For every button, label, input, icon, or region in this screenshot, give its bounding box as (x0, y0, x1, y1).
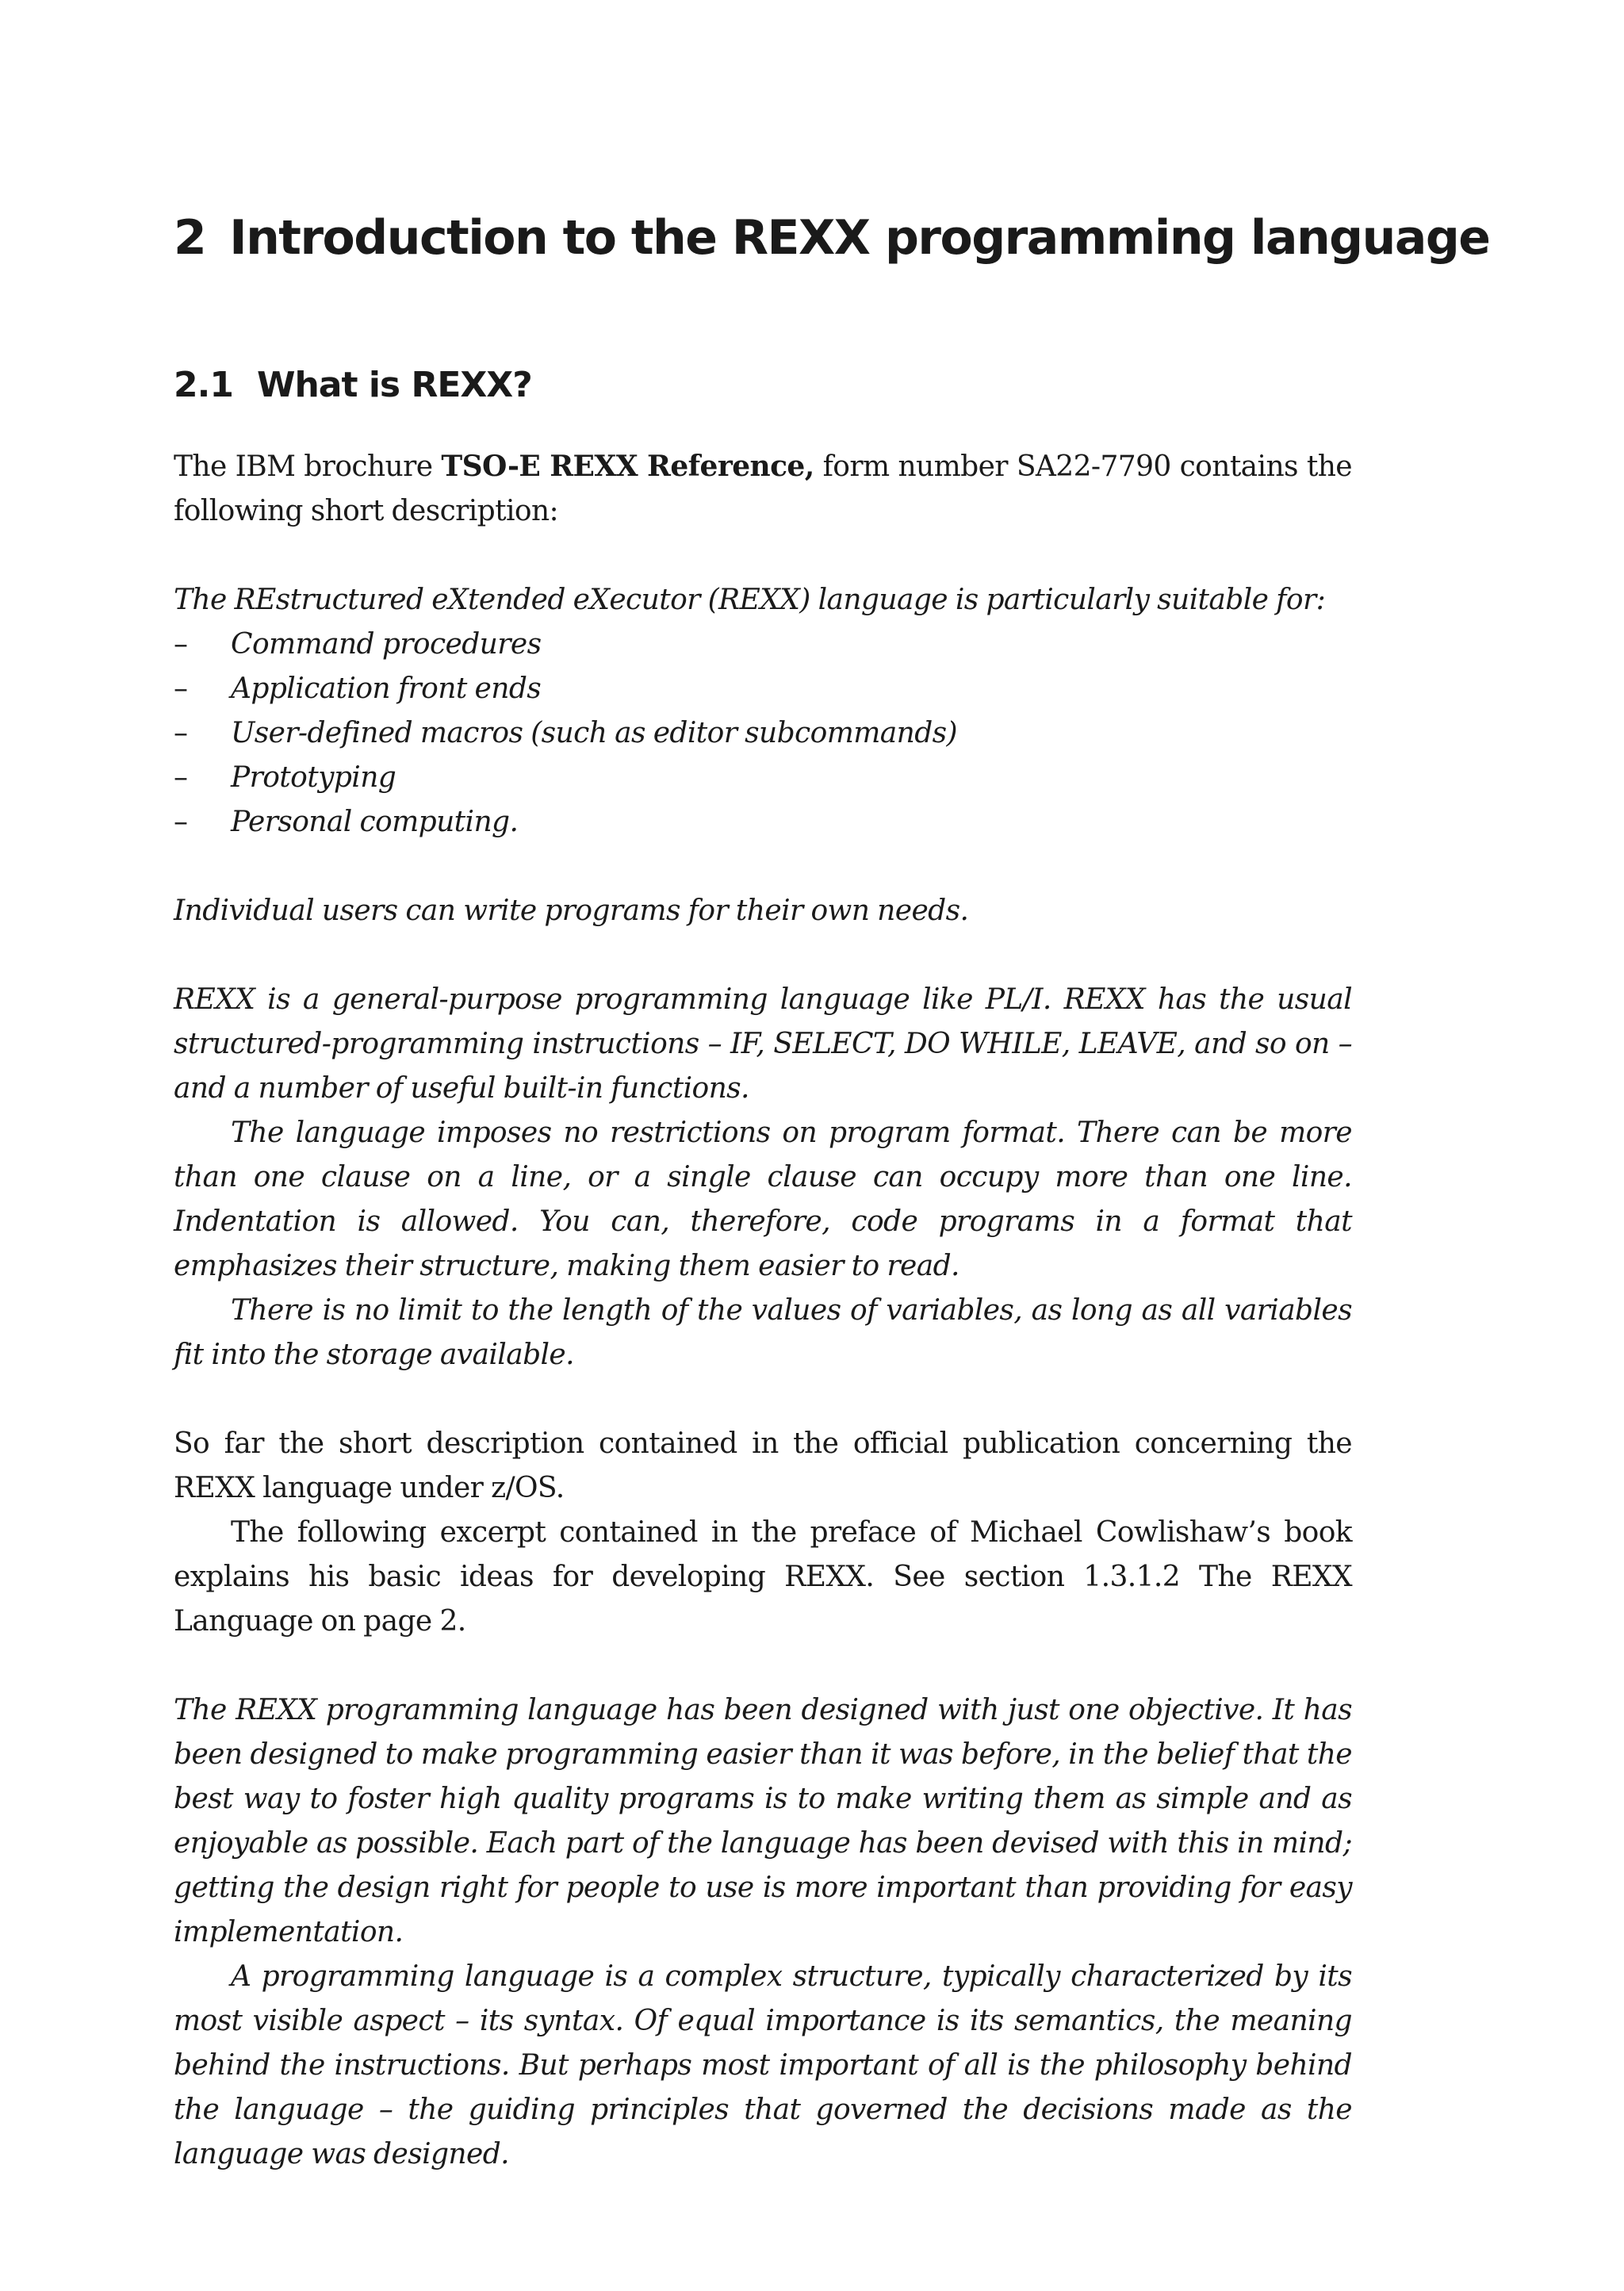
dash-bullet: – (174, 628, 188, 661)
following-excerpt-paragraph: The following excerpt contained in the preface of Michael Cowlishaw’s book explains his basic ideas for developing REXX. See section 1.3.1.2 The REXX Language on page 2. (174, 1516, 1352, 1638)
cowlishaw-quote-objective: The REXX programming language has been designed with just one objective. It has been designed to make programming easier than it was before, in the belief that the best way to foster high quality programs is to make writing them as simple and as enjoyable as possible. Each part of the language has been devised with this in mind; getting the design right for people to use is more important than providing for easy implementation. (174, 1694, 1352, 1948)
list-item (174, 711, 1352, 756)
list-item-text: Prototyping (231, 761, 396, 794)
so-far-paragraph: So far the short description contained in the official publication concerning the REXX language under z/OS. (174, 1427, 1352, 1504)
quote-general-purpose: REXX is a general-purpose programming language like PL/I. REXX has the usual structured-programming instructions – IF, SELECT, DO WHILE, LEAVE, and so on – and a number of useful built-in functions. (174, 983, 1352, 1105)
dash-bullet: – (174, 806, 188, 838)
chapter-title: Introduction to the REXX programming language (229, 210, 1490, 266)
dash-bullet: – (174, 717, 188, 749)
quote-variable-limit: There is no limit to the length of the values of variables, as long as all variables fit into the storage available. (174, 1294, 1352, 1371)
suitability-list (174, 623, 1352, 845)
intro-text-after: form number SA22-7790 contains the following short description: (174, 450, 1352, 527)
paragraph-gap (174, 534, 1352, 578)
list-item-text: Personal computing. (231, 806, 519, 838)
dash-bullet: – (174, 761, 188, 794)
brochure-title: TSO-E REXX Reference, (441, 450, 814, 483)
list-item-text: Application front ends (231, 672, 542, 705)
paragraph-gap (174, 933, 1352, 978)
paragraph-gap (174, 1644, 1352, 1688)
section-heading (174, 365, 532, 405)
quote-program-format: The language imposes no restrictions on program format. There can be more than one clause on a line, or a single clause can occupy more than one line. Indentation is allowed. You can, therefore, code programs in a format that emphasizes their structure, making them easier to read. (174, 1117, 1352, 1282)
paragraph-gap (174, 1377, 1352, 1422)
list-item (174, 623, 1352, 667)
dash-bullet: – (174, 672, 188, 705)
body-text (174, 444, 1352, 2177)
quote-lead: The REstructured eXtended eXecutor (REXX) language is particularly suitable for: (174, 584, 1326, 616)
intro-text-before: The IBM brochure (174, 450, 442, 483)
list-item (174, 667, 1352, 711)
chapter-number: 2 (174, 210, 206, 266)
chapter-heading (174, 210, 1490, 266)
intro-paragraph (174, 444, 1352, 534)
section-title: What is REXX? (256, 365, 532, 405)
paragraph-gap (174, 845, 1352, 889)
section-number: 2.1 (174, 365, 233, 405)
list-item (174, 800, 1352, 845)
list-item (174, 756, 1352, 800)
list-item-text: Command procedures (231, 628, 542, 661)
list-item-text: User-defined macros (such as editor subcommands) (231, 717, 957, 749)
quote-individual-users: Individual users can write programs for their own needs. (174, 895, 969, 927)
cowlishaw-quote-philosophy: A programming language is a complex structure, typically characterized by its most visible aspect – its syntax. Of equal importance is its semantics, the meaning behind the instructions. But perhaps most important of all is the philosophy behind the language – the guiding principles that governed the decisions made as the language was designed. (174, 1960, 1352, 2170)
